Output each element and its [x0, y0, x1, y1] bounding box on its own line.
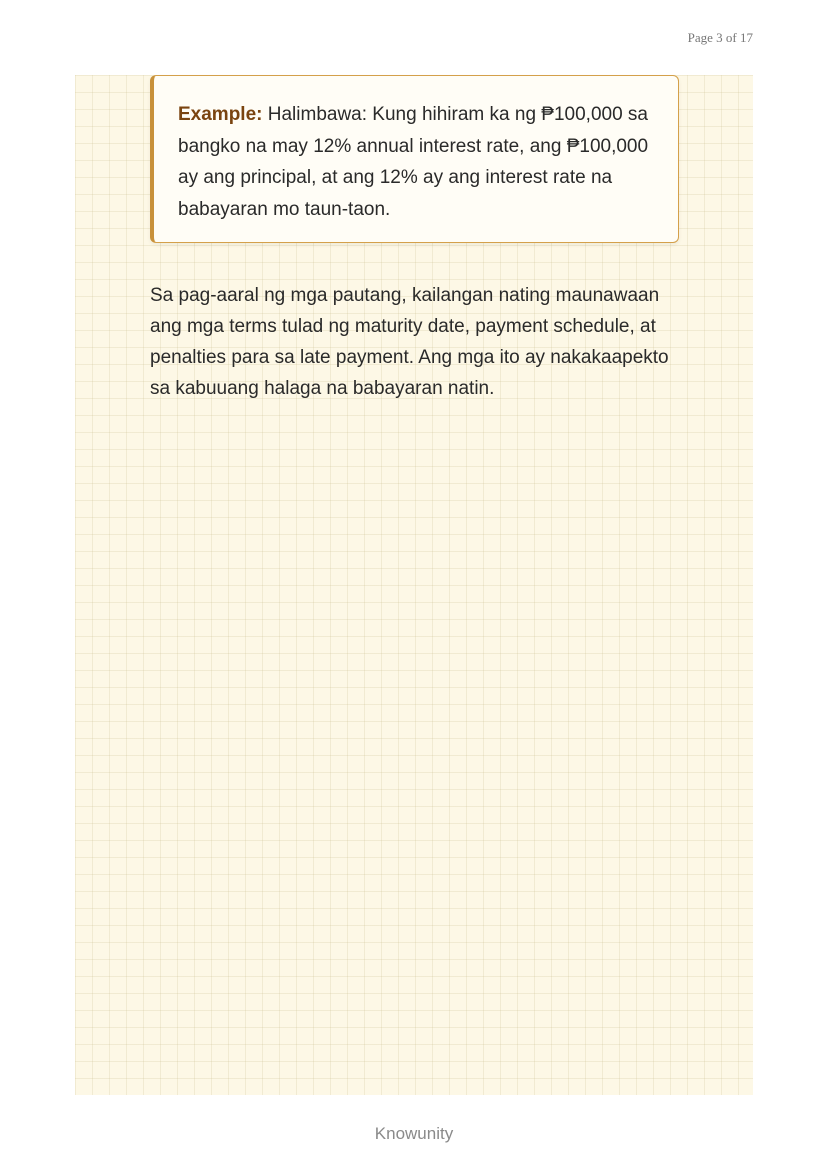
- footer-brand: Knowunity: [374, 1124, 454, 1143]
- example-text-block: [178, 99, 658, 225]
- example-callout: [150, 75, 679, 243]
- example-label: Example:: [178, 104, 263, 125]
- example-text: Halimbawa: Kung hihiram ka ng ₱100,000 sa bangko na may 12% annual interest rate, ang ₱100,000 ay ang principal, at ang 12% ay ang interest rate na babayaran mo taun-taon.: [178, 104, 649, 220]
- body-paragraph: Sa pag-aaral ng mga pautang, kailangan nating maunawaan ang mga terms tulad ng maturity date, payment schedule, at penalties para sa late payment. Ang mga ito ay nakakaapekto sa kabuuang halaga na babayaran natin.: [150, 285, 669, 399]
- page-number: Page 3 of 17: [687, 30, 753, 45]
